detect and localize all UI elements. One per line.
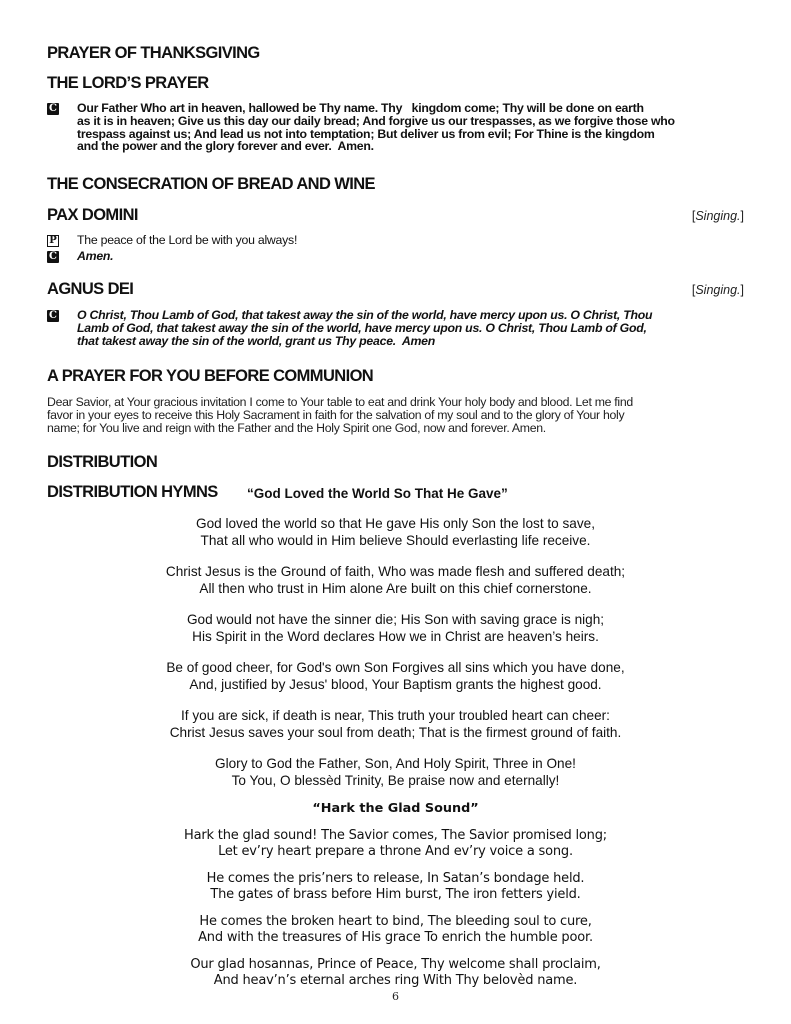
rubric-singing: Singing. xyxy=(695,209,741,223)
congregation-line xyxy=(47,250,745,263)
pastor-badge-icon: P xyxy=(47,235,59,247)
heading-agnus-dei: AGNUS DEI xyxy=(47,280,134,298)
prayer-before-communion-text xyxy=(47,396,747,435)
hymn-verse xyxy=(0,611,791,645)
verse-line: Christ Jesus is the Ground of faith, Who was made flesh and suffered death; xyxy=(165,564,626,579)
hymn-verse xyxy=(0,659,791,693)
text-line: favor in your eyes to receive this Holy Sacrament in faith for the salvation of my soul and to the glory of Your holy xyxy=(47,408,625,422)
verse-line: He comes the pris’ners to release, In Satan’s bondage held. xyxy=(206,871,585,886)
verse-line: And, justified by Jesus' blood, Your Baptism grants the highest good. xyxy=(189,677,602,692)
hymn-verse xyxy=(0,957,791,988)
hymn-title: “God Loved the World So That He Gave” xyxy=(247,486,508,501)
hymn-verse xyxy=(0,828,791,859)
rubric-open: [ xyxy=(691,209,696,223)
verse-line: To You, O blessèd Trinity, Be praise now and eternally! xyxy=(231,773,560,788)
text-line: Lamb of God, that takest away the sin of the world, have mercy upon us. O Christ, Thou Lamb of God, xyxy=(77,320,647,335)
verse-line: Be of good cheer, for God's own Son Forgives all sins which you have done, xyxy=(166,660,625,675)
page-number: 6 xyxy=(392,990,399,1003)
rubric-close: ] xyxy=(740,209,744,223)
verse-line: And heav’n’s eternal arches ring With Thy belovèd name. xyxy=(213,972,578,988)
heading-lords-prayer: THE LORD’S PRAYER xyxy=(47,74,209,92)
heading-distribution-hymns: DISTRIBUTION HYMNS xyxy=(47,483,218,501)
agnus-dei-rubric xyxy=(692,283,744,297)
text-line: name; for You live and reign with the Father and the Holy Spirit one God, now and forever. Amen. xyxy=(47,421,546,435)
verse-line: All then who trust in Him alone Are built on this chief cornerstone. xyxy=(199,581,592,596)
verse-line: He comes the broken heart to bind, The bleeding soul to cure, xyxy=(199,914,592,929)
verse-line: Hark the glad sound! The Savior comes, The Savior promised long; xyxy=(184,828,607,843)
verse-line: If you are sick, if death is near, This truth your troubled heart can cheer: xyxy=(181,708,610,723)
verse-line: That all who would in Him believe Should everlasting life receive. xyxy=(200,533,591,548)
rubric-singing: Singing. xyxy=(695,283,741,297)
heading-prayer-of-thanksgiving: PRAYER OF THANKSGIVING xyxy=(47,44,260,62)
hymn-verse xyxy=(0,871,791,902)
lords-prayer-block xyxy=(47,102,745,153)
congregation-badge-icon: C xyxy=(47,103,59,115)
heading-distribution: DISTRIBUTION xyxy=(47,453,158,471)
hymn-title: “Hark the Glad Sound” xyxy=(312,801,479,816)
hymn-verse xyxy=(0,707,791,741)
heading-pax-domini: PAX DOMINI xyxy=(47,206,138,224)
verse-line: The gates of brass before Him burst, The iron fetters yield. xyxy=(210,886,581,902)
agnus-dei-block xyxy=(47,309,745,347)
verse-line: And with the treasures of His grace To enrich the humble poor. xyxy=(198,929,593,945)
congregation-badge-icon: C xyxy=(47,251,59,263)
verse-line: God would not have the sinner die; His Son with saving grace is nigh; xyxy=(186,612,605,627)
heading-consecration: THE CONSECRATION OF BREAD AND WINE xyxy=(47,175,375,193)
pax-domini-rubric xyxy=(692,209,744,223)
verse-line: Our glad hosannas, Prince of Peace, Thy welcome shall proclaim, xyxy=(190,957,601,972)
rubric-open: [ xyxy=(691,283,696,297)
verse-line: God loved the world so that He gave His only Son the lost to save, xyxy=(196,516,595,531)
lords-prayer-text xyxy=(77,102,745,153)
pastor-line xyxy=(47,234,745,247)
agnus-dei-text xyxy=(77,309,745,347)
text-line: trespass against us; And lead us not into temptation; But deliver us from evil; For Thine is the kingdom xyxy=(77,126,655,141)
heading-prayer-before-communion: A PRAYER FOR YOU BEFORE COMMUNION xyxy=(47,367,374,385)
text-line: Our Father Who art in heaven, hallowed be Thy name. Thy kingdom come; Thy will be done on earth xyxy=(77,101,644,115)
text-line: as it is in heaven; Give us this day our daily bread; And forgive us our trespasses, as we forgive those who xyxy=(77,113,675,128)
hymn-verse xyxy=(0,914,791,945)
verse-line: Let ev’ry heart prepare a throne And ev’ry voice a song. xyxy=(218,843,573,859)
text-line: and the power and the glory forever and ever. Amen. xyxy=(77,139,374,154)
text-line: O Christ, Thou Lamb of God, that takest away the sin of the world, have mercy upon us. O Christ, Thou xyxy=(77,308,653,322)
pastor-text: The peace of the Lord be with you always! xyxy=(77,233,298,247)
text-line: Dear Savior, at Your gracious invitation I come to Your table to eat and drink Your holy body and blood. Let me find xyxy=(47,395,633,409)
verse-line: Christ Jesus saves your soul from death; That is the firmest ground of faith. xyxy=(169,725,622,740)
congregation-badge-icon: C xyxy=(47,310,59,322)
text-line: that takest away the sin of the world, grant us Thy peace. Amen xyxy=(77,333,435,348)
rubric-close: ] xyxy=(740,283,744,297)
hymn-verse xyxy=(0,563,791,597)
congregation-text: Amen. xyxy=(77,249,114,263)
hymn-verse xyxy=(0,755,791,789)
verse-line: His Spirit in the Word declares How we in Christ are heaven’s heirs. xyxy=(192,629,599,644)
hymn-verse xyxy=(0,515,791,549)
verse-line: Glory to God the Father, Son, And Holy Spirit, Three in One! xyxy=(215,756,576,771)
